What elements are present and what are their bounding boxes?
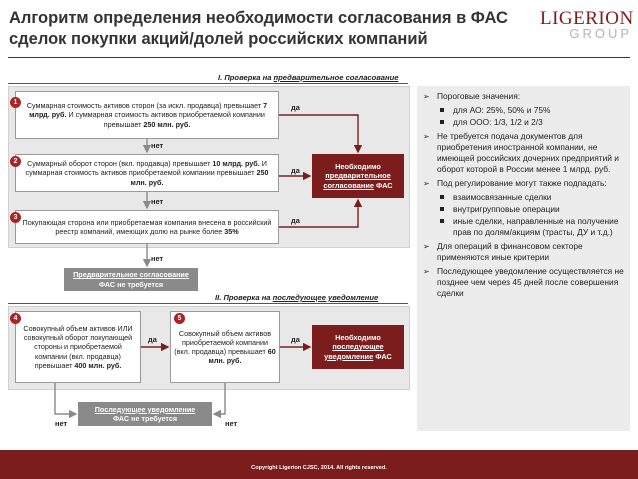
step-badge-1: 1 — [10, 97, 21, 108]
copyright-text: Copyright Ligerion CJSC, 2014. All rights reserved. — [251, 465, 387, 471]
note-item: ➢ Последующее уведомление осуществляется не позднее чем через 45 дней после совершения сделки — [423, 266, 624, 298]
section-two-underlined: последующее уведомление — [272, 293, 379, 302]
step-badge-5: 5 — [174, 313, 185, 324]
yes-label-1: да — [291, 103, 300, 112]
yes-label-4: да — [148, 335, 157, 344]
step-badge-4: 4 — [10, 313, 21, 324]
no-label-1: нет — [151, 141, 164, 150]
criterion-5-text: Совокупный объем активов приобретаемой компании (вкл. продавца) превышает 60 млн. руб. — [174, 328, 276, 366]
no-label-4: нет — [55, 419, 68, 428]
step-badge-3: 3 — [10, 212, 21, 223]
note-item: ➢ Для операций в финансовом секторе применяются иные критерии — [423, 241, 583, 262]
prior-approval-required-box: Необходимо предварительное согласование ФАС — [312, 154, 404, 198]
step-badge-2: 2 — [10, 156, 21, 167]
yes-label-3: да — [291, 216, 300, 225]
note-subitem: для АО: 25%, 50% и 75% — [423, 105, 627, 116]
note-subitem: иные сделки, направленные на получение прав по долям/акциям (трасты, ДУ и т.д.) — [423, 216, 627, 238]
criterion-3-text: Покупающая сторона или приобретаемая компания внесена в российский реестр компаний, имеющих долю на рынке более 35% — [22, 217, 272, 236]
note-subitem: взаимосвязанные сделки — [423, 192, 627, 203]
note-subitem: внутригрупповые операции — [423, 204, 627, 215]
criterion-1-text: Суммарная стоимость активов сторон (за искл. продавца) превышает 7 млрд. руб. И суммарная стоимость активов приобретаемой компании превышает 250 млн. руб. — [26, 101, 268, 129]
criterion-2-text: Суммарный оборот сторон (вкл. продавца) превышает 10 млрд. руб. И суммарная стоимость активов приобретаемой компании превышает 250 млн. руб. — [25, 159, 269, 187]
note-item: ➢ Пороговые значения: — [423, 91, 521, 101]
section-one-underlined: предварительное согласование — [273, 73, 399, 82]
notes-list — [423, 91, 627, 302]
note-subitem: для ООО: 1/3, 1/2 и 2/3 — [423, 117, 627, 128]
note-item: ➢ Под регулирование могут также подпадать: — [423, 178, 607, 188]
yes-label-2: да — [291, 166, 300, 175]
no-label-3: нет — [151, 254, 164, 263]
criterion-4-text: Совокупный объем активов ИЛИ совокупный оборот покупающей стороны и приобретаемой компании (вкл. продавца) превышает 400 млн. руб. — [23, 323, 133, 370]
yes-label-5: да — [291, 335, 300, 344]
slide-title: Алгоритм определения необходимости согласования в ФАС сделок покупки акций/долей российских компаний — [9, 9, 508, 48]
logo-wordmark: LIGERION — [540, 8, 634, 29]
note-item: ➢ Не требуется подача документов для приобретения иностранной компании, не имеющей российских дочерних предприятий и оборот которой в России менее 1 млрд. руб. — [423, 131, 619, 174]
logo-subtitle: GROUP — [569, 26, 632, 41]
prior-approval-not-required-box: Предварительное согласование ФАС не требуется — [64, 268, 198, 291]
section-one-prefix: I. Проверка на — [218, 73, 274, 82]
section-two-prefix: II. Проверка на — [215, 293, 273, 302]
notification-not-required-box: Последующее уведомление ФАС не требуется — [78, 402, 212, 426]
no-label-2: нет — [151, 197, 164, 206]
no-label-5: нет — [225, 419, 238, 428]
notification-required-box: Необходимо последующее уведомление ФАС — [312, 325, 404, 369]
